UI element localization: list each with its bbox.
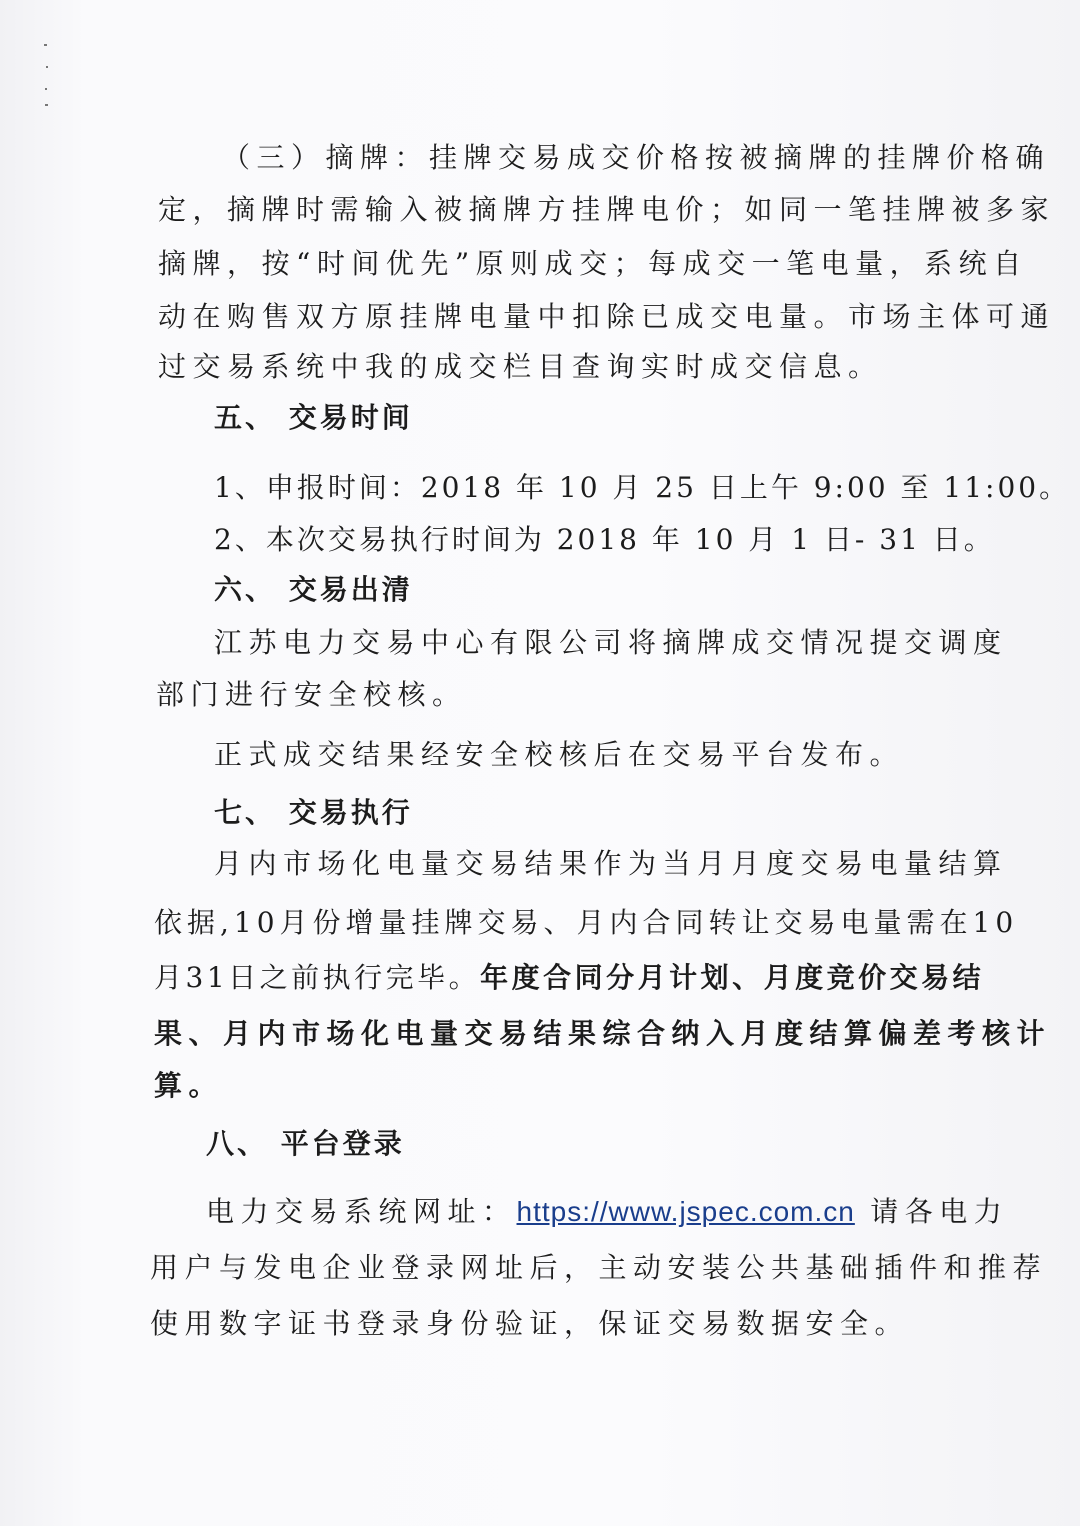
section5-heading: 五、 交易时间 [214, 401, 413, 434]
scan-speck [46, 66, 48, 68]
section6-para1-line1: 江苏电力交易中心有限公司将摘牌成交情况提交调度 [214, 626, 1008, 659]
section3-line-5: 过交易系统中我的成交栏目查询实时成交信息。 [158, 350, 883, 383]
scan-speck [44, 44, 47, 46]
section6-para1-line2: 部门进行安全校核。 [156, 678, 467, 711]
section8-heading: 八、 平台登录 [206, 1127, 405, 1160]
section7-line-3-normal: 月31日之前执行完毕。 [154, 961, 481, 994]
section8-url-prefix: 电力交易系统网址： [206, 1195, 517, 1228]
section7-line-3 [154, 958, 984, 998]
section8-line-1 [206, 1192, 1008, 1232]
section8-line-2: 用户与发电企业登录网址后，主动安装公共基础插件和推荐 [150, 1251, 1048, 1284]
section7-line-5: 算。 [154, 1069, 224, 1102]
section7-line-4: 果、月内市场化电量交易结果综合纳入月度结算偏差考核计 [154, 1017, 1052, 1050]
section7-line-3-bold: 年度合同分月计划、月度竞价交易结 [480, 961, 985, 994]
section5-item-2: 2、本次交易执行时间为 2018 年 10 月 1 日- 31 日。 [214, 523, 995, 556]
website-link[interactable]: https://www.jspec.com.cn [516, 1196, 855, 1227]
section7-heading: 七、 交易执行 [214, 796, 413, 829]
scan-speck [45, 104, 48, 106]
section3-line-4: 动在购售双方原挂牌电量中扣除已成交电量。市场主体可通 [158, 300, 1056, 333]
section3-line-2: 定，摘牌时需输入被摘牌方挂牌电价；如同一笔挂牌被多家 [158, 193, 1056, 226]
section7-line-1: 月内市场化电量交易结果作为当月月度交易电量结算 [214, 847, 1008, 880]
scan-speck [45, 88, 47, 90]
section8-url-suffix: 请各电力 [854, 1195, 1009, 1228]
section7-line-2: 依据,10月份增量挂牌交易、月内合同转让交易电量需在10 [154, 906, 1019, 939]
section3-line-1: （三）摘牌：挂牌交易成交价格按被摘牌的挂牌价格确 [222, 141, 1051, 174]
section8-line-3: 使用数字证书登录身份验证，保证交易数据安全。 [150, 1307, 910, 1340]
section3-line-3: 摘牌，按“时间优先”原则成交；每成交一笔电量，系统自 [158, 247, 1028, 280]
section6-para2: 正式成交结果经安全校核后在交易平台发布。 [214, 738, 905, 771]
section5-item-1: 1、申报时间：2018 年 10 月 25 日上午 9:00 至 11:00。 [214, 471, 1071, 504]
section6-heading: 六、 交易出清 [214, 573, 413, 606]
